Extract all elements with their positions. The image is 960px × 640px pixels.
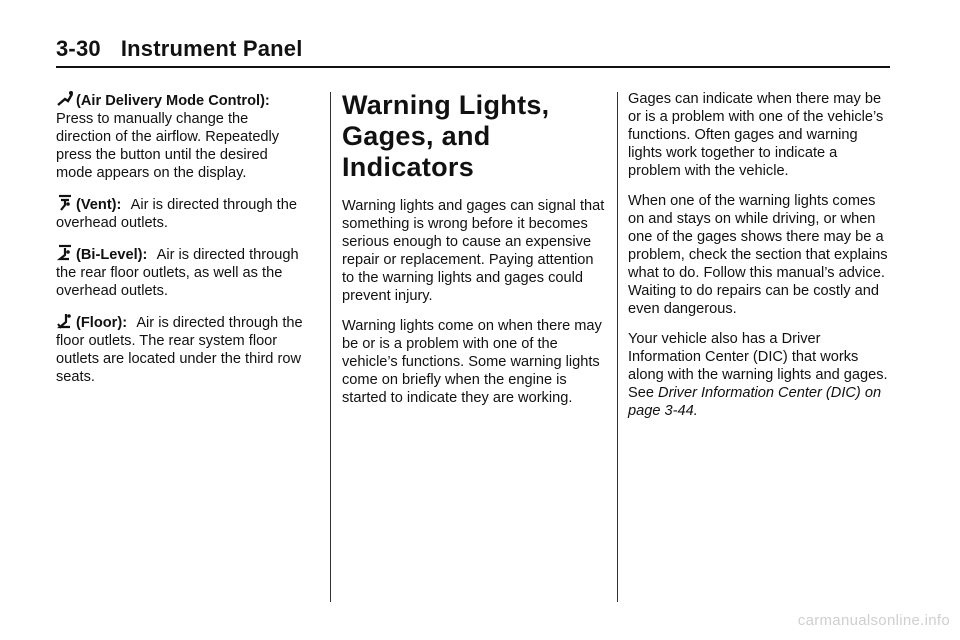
page-number: 3-30 [56, 36, 101, 61]
right-column [628, 90, 893, 432]
right-paragraph-1: Gages can indicate when there may be or is a problem with one of the vehicle’s functions. Often gages and warning lights work together to indicate a problem with the vehicle. [628, 91, 884, 179]
floor-entry [56, 312, 306, 386]
right-paragraph-2: When one of the warning lights comes on and stays on while driving, or when one of the gages shows there may be a problem, check the section that explains what to do. Follow this manual’s advice. Waiting to do repairs can be costly and even dangerous. [628, 193, 888, 317]
air-delivery-entry [56, 90, 306, 182]
bi-level-mode-icon [56, 244, 74, 262]
floor-term: (Floor): [76, 315, 128, 331]
bi-level-text: Air is directed through the rear floor outlets, as well as the overhead outlets. [56, 247, 299, 299]
watermark: carmanualsonline.info [797, 612, 950, 629]
middle-column [342, 90, 607, 419]
floor-mode-icon [56, 312, 74, 330]
middle-paragraph-1: Warning lights and gages can signal that something is wrong before it becomes serious enough to cause an expensive repair or replacement. Paying attention to the warning lights and gages could prevent injury. [342, 198, 605, 304]
section-title: Instrument Panel [120, 36, 303, 61]
header-rule [56, 66, 890, 68]
vent-entry [56, 194, 306, 232]
floor-text: Air is directed through the floor outlets. The rear system floor outlets are located under the third row seats. [56, 315, 303, 385]
middle-paragraph-2: Warning lights come on when there may be or is a problem with one of the vehicle’s functions. Some warning lights come on briefly when the engine is started to indicate they are working. [342, 318, 602, 406]
right-paragraph-3-text: Your vehicle also has a Driver Information Center (DIC) that works along with the warning lights and gages. See [628, 331, 888, 401]
section-heading: Warning Lights, Gages, and Indicators [342, 90, 550, 182]
right-paragraph-3 [628, 330, 893, 420]
column-divider-left [330, 92, 331, 602]
dic-page-reference[interactable]: Driver Information Center (DIC) on page 3-44. [628, 385, 882, 419]
vent-text: Air is directed through the overhead outlets. [56, 197, 297, 231]
vent-mode-icon [56, 194, 74, 212]
air-delivery-term: (Air Delivery Mode Control): [76, 93, 270, 109]
column-divider-right [617, 92, 618, 602]
bi-level-entry [56, 244, 306, 300]
air-delivery-text: Press to manually change the direction of the airflow. Repeatedly press the button until the desired mode appears on the display. [56, 111, 280, 181]
left-column [56, 90, 306, 398]
bi-level-term: (Bi-Level): [76, 247, 148, 263]
page-header [56, 36, 303, 62]
air-delivery-mode-icon [56, 90, 74, 108]
vent-term: (Vent): [76, 197, 122, 213]
